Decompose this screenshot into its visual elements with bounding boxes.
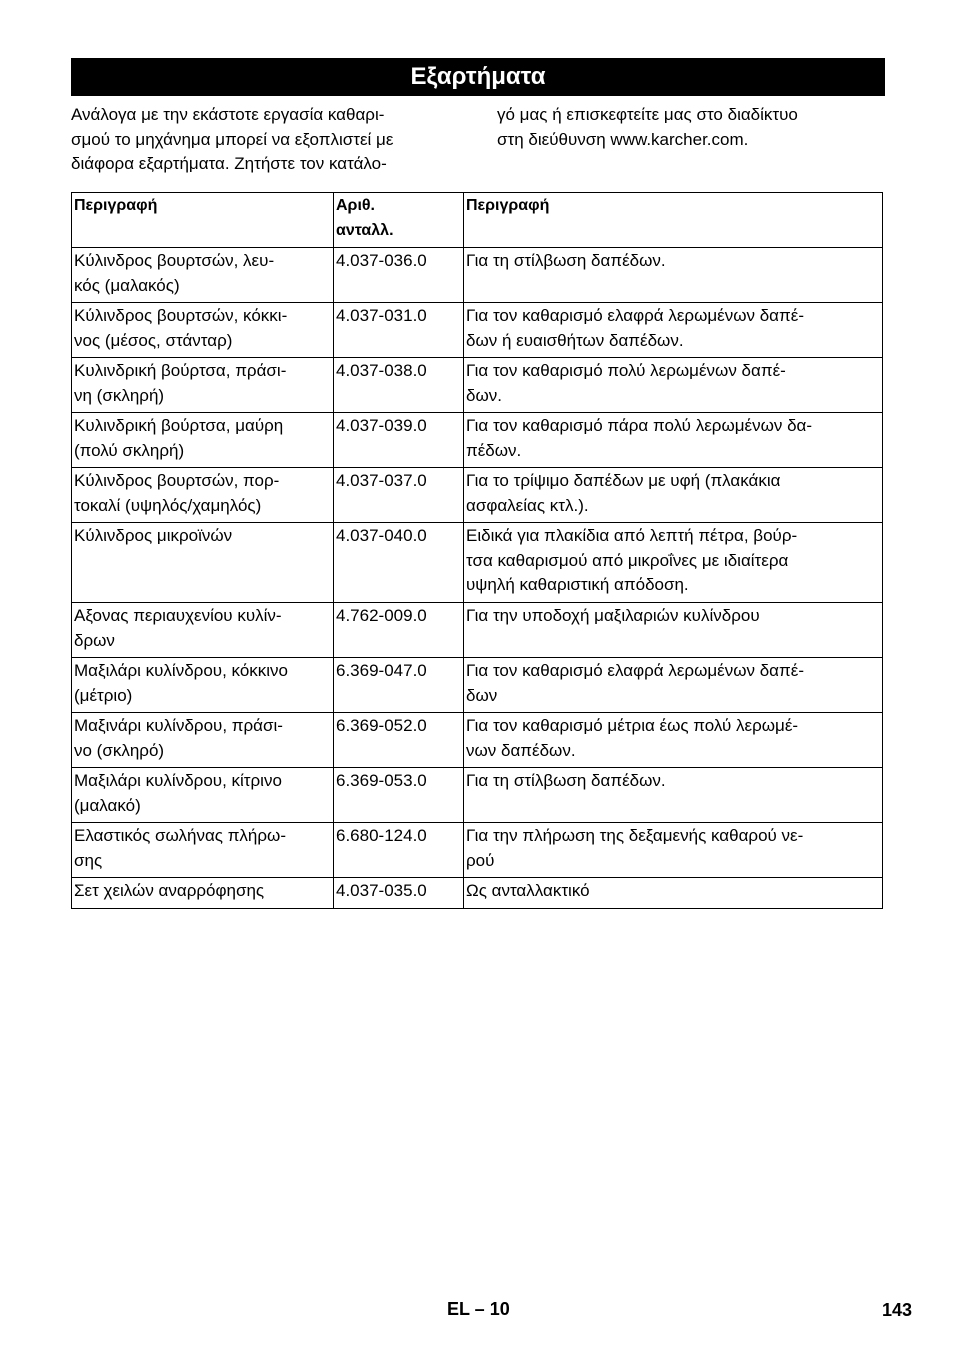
cell-desc: Για τον καθαρισμό ελαφρά λερωμένων δαπέ- δων ή ευαισθήτων δαπέδων. [464,303,883,358]
cell-desc: Για το τρίψιμο δαπέδων με υφή (πλακάκια ασφαλείας κτλ.). [464,468,883,523]
intro-text-left [71,103,471,177]
cell-name: Μαξιλάρι κυλίνδρου, κίτρινο (μαλακό) [72,768,334,823]
table-row [72,768,883,823]
cell-name: Κύλινδρος βουρτσών, κόκκι- νος (μέσος, στάνταρ) [72,303,334,358]
page-number: 143 [881,1300,912,1320]
header-part-number: Αριθ. ανταλλ. [334,193,464,248]
cell-name: Σετ χειλών αναρρόφησης [72,878,334,909]
table-row [72,713,883,768]
table-row [72,358,883,413]
intro-line: στη διεύθυνση www.karcher.com. [497,129,749,149]
cell-desc: Για τον καθαρισμό μέτρια έως πολύ λερωμέ- νων δαπέδων. [464,713,883,768]
cell-desc: Για τον καθαρισμό πάρα πολύ λερωμένων δα- πέδων. [464,413,883,468]
cell-name: Κύλινδρος βουρτσών, πορ- τοκαλί (υψηλός/χαμηλός) [72,468,334,523]
cell-part: 6.369-047.0 [334,658,464,713]
table-row [72,468,883,523]
intro-text-right [497,103,897,152]
cell-desc: Για τον καθαρισμό πολύ λερωμένων δαπέ- δων. [464,358,883,413]
header-description: Περιγραφή [72,193,334,248]
table-row [72,823,883,878]
cell-part: 6.680-124.0 [334,823,464,878]
section-heading: Εξαρτήματα [71,58,885,96]
table-row [72,658,883,713]
cell-desc: Για την πλήρωση της δεξαμενής καθαρού νε- ρού [464,823,883,878]
cell-desc: Για την υποδοχή μαξιλαριών κυλίνδρου [464,603,883,658]
cell-part: 6.369-053.0 [334,768,464,823]
cell-part: 4.762-009.0 [334,603,464,658]
cell-part: 4.037-037.0 [334,468,464,523]
cell-part: 4.037-036.0 [334,248,464,303]
table-header-row [72,193,883,248]
header-usage-description: Περιγραφή [464,193,883,248]
cell-name: Μαξινάρι κυλίνδρου, πράσι- νο (σκληρό) [72,713,334,768]
table-row [72,413,883,468]
cell-desc: Ως ανταλλακτικό [464,878,883,909]
cell-desc: Ειδικά για πλακίδια από λεπτή πέτρα, βούρ- τσα καθαρισμού από μικροΐνες με ιδιαίτερα υψηλή καθαριστική απόδοση. [464,523,883,603]
cell-name: Μαξιλάρι κυλίνδρου, κόκκινο (μέτριο) [72,658,334,713]
cell-name: Κυλινδρική βούρτσα, πράσι- νη (σκληρή) [72,358,334,413]
cell-name: Κύλινδρος μικροϊνών [72,523,334,603]
cell-desc: Για τη στίλβωση δαπέδων. [464,768,883,823]
cell-name: Αξονας περιαυχενίου κυλίν- δρων [72,603,334,658]
cell-part: 4.037-040.0 [334,523,464,603]
table-row [72,878,883,909]
footer-language-page: EL – 10 [447,1299,510,1319]
intro-line: γό μας ή επισκεφτείτε μας στο διαδίκτυο [497,105,798,124]
cell-part: 4.037-031.0 [334,303,464,358]
intro-line: διάφορα εξαρτήματα. Ζητήστε τον κατάλο- [71,154,387,173]
intro-line: Ανάλογα με την εκάστοτε εργασία καθαρι- [71,105,385,124]
accessories-table [71,192,883,909]
cell-part: 4.037-038.0 [334,358,464,413]
cell-part: 4.037-035.0 [334,878,464,909]
table-row [72,303,883,358]
table-row [72,523,883,603]
intro-line: σμού το μηχάνημα μπορεί να εξοπλιστεί με [71,129,394,149]
cell-part: 4.037-039.0 [334,413,464,468]
cell-part: 6.369-052.0 [334,713,464,768]
table-row [72,603,883,658]
cell-name: Κύλινδρος βουρτσών, λευ- κός (μαλακός) [72,248,334,303]
cell-desc: Για τον καθαρισμό ελαφρά λερωμένων δαπέ- δων [464,658,883,713]
cell-name: Ελαστικός σωλήνας πλήρω- σης [72,823,334,878]
table-row [72,248,883,303]
cell-desc: Για τη στίλβωση δαπέδων. [464,248,883,303]
cell-name: Κυλινδρική βούρτσα, μαύρη (πολύ σκληρή) [72,413,334,468]
